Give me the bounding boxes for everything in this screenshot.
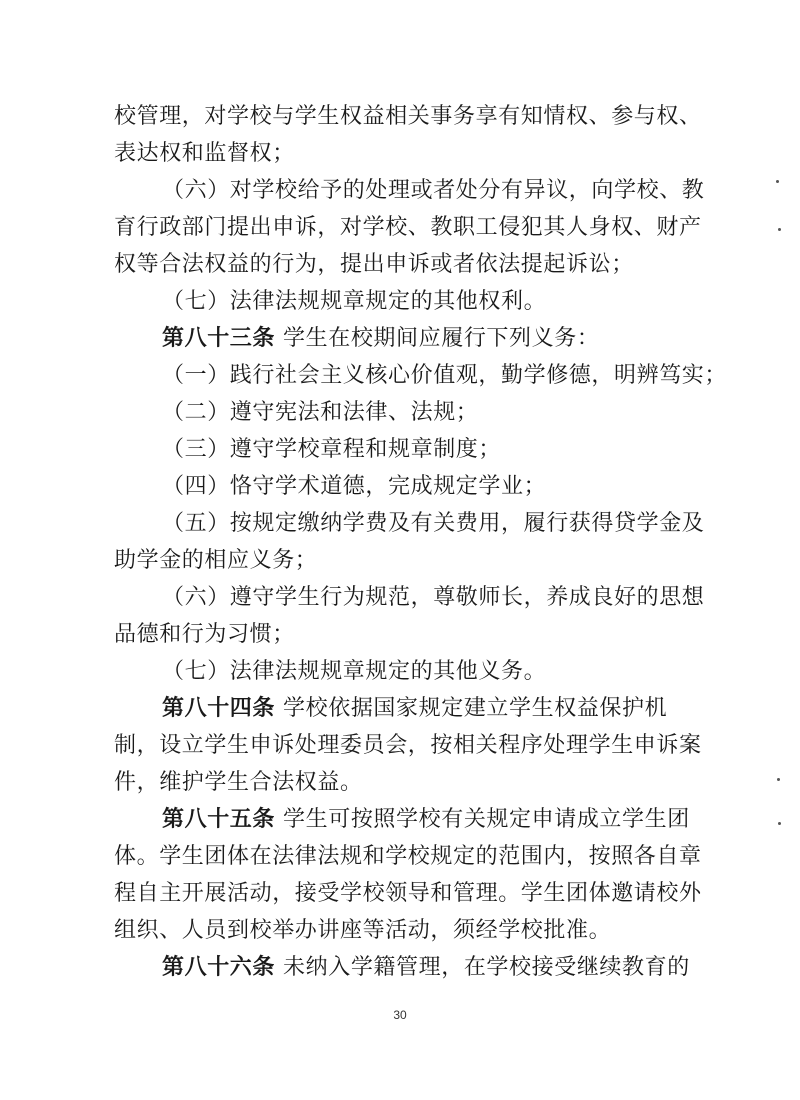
line-text: 学生在校期间应履行下列义务：: [283, 326, 600, 351]
document-body: [114, 98, 728, 986]
line-text: （四）恪守学术道德，完成规定学业；: [162, 474, 547, 499]
text-line: [114, 283, 680, 320]
text-line: [114, 135, 680, 172]
text-line: [114, 875, 702, 912]
text-line: [114, 579, 705, 616]
page-number: 30: [393, 1008, 407, 1022]
text-line: [114, 616, 680, 653]
scan-speck: [777, 778, 780, 781]
text-line: [114, 838, 702, 875]
text-line: [114, 912, 680, 949]
line-text: 育行政部门提出申诉，对学校、教职工侵犯其人身权、财产: [114, 215, 702, 240]
article-number: 第八十五条: [162, 806, 276, 832]
text-line: [114, 949, 690, 986]
text-line: [114, 357, 728, 394]
line-text: 校管理，对学校与学生权益相关事务享有知情权、参与权、: [114, 104, 702, 129]
text-line: [114, 394, 680, 431]
text-line: [114, 690, 680, 727]
article-number: 第八十四条: [162, 695, 276, 721]
scan-speck: [778, 228, 781, 231]
line-text: （一）践行社会主义核心价值观，勤学修德，明辨笃实；: [162, 363, 728, 388]
line-text: 表达权和监督权；: [114, 141, 295, 166]
line-text: 权等合法权益的行为，提出申诉或者依法提起诉讼；: [114, 252, 634, 277]
text-line: [114, 505, 705, 542]
text-line: [114, 246, 680, 283]
line-text: 制，设立学生申诉处理委员会，按相关程序处理学生申诉案: [114, 733, 702, 758]
line-text: 组织、人员到校举办讲座等活动，须经学校批准。: [114, 918, 612, 943]
text-line: [114, 98, 702, 135]
text-line: [114, 542, 680, 579]
line-text: （五）按规定缴纳学费及有关费用，履行获得贷学金及: [162, 511, 705, 536]
line-text: 未纳入学籍管理，在学校接受继续教育的: [283, 955, 690, 980]
line-text: （六）遵守学生行为规范，尊敬师长，养成良好的思想: [162, 585, 705, 610]
article-number: 第八十三条: [162, 325, 276, 351]
scan-speck: [778, 822, 781, 825]
line-text: 学生可按照学校有关规定申请成立学生团: [283, 807, 690, 832]
line-text: 体。学生团体在法律法规和学校规定的范围内，按照各自章: [114, 844, 702, 869]
text-line: [114, 209, 702, 246]
scan-speck: [776, 180, 779, 183]
text-line: [114, 172, 705, 209]
text-line: [114, 653, 680, 690]
text-line: [114, 431, 680, 468]
line-text: （七）法律法规规章规定的其他权利。: [162, 289, 547, 314]
line-text: 助学金的相应义务；: [114, 548, 318, 573]
article-number: 第八十六条: [162, 954, 276, 980]
text-line: [114, 468, 680, 505]
line-text: 品德和行为习惯；: [114, 622, 295, 647]
line-text: （三）遵守学校章程和规章制度；: [162, 437, 502, 462]
line-text: 学校依据国家规定建立学生权益保护机: [283, 696, 668, 721]
text-line: [114, 727, 702, 764]
line-text: 程自主开展活动，接受学校领导和管理。学生团体邀请校外: [114, 881, 702, 906]
text-line: [114, 801, 690, 838]
text-line: [114, 320, 680, 357]
line-text: （七）法律法规规章规定的其他义务。: [162, 659, 547, 684]
line-text: （六）对学校给予的处理或者处分有异议，向学校、教: [162, 178, 705, 203]
text-line: [114, 764, 680, 801]
line-text: 件，维护学生合法权益。: [114, 770, 363, 795]
line-text: （二）遵守宪法和法律、法规；: [162, 400, 479, 425]
